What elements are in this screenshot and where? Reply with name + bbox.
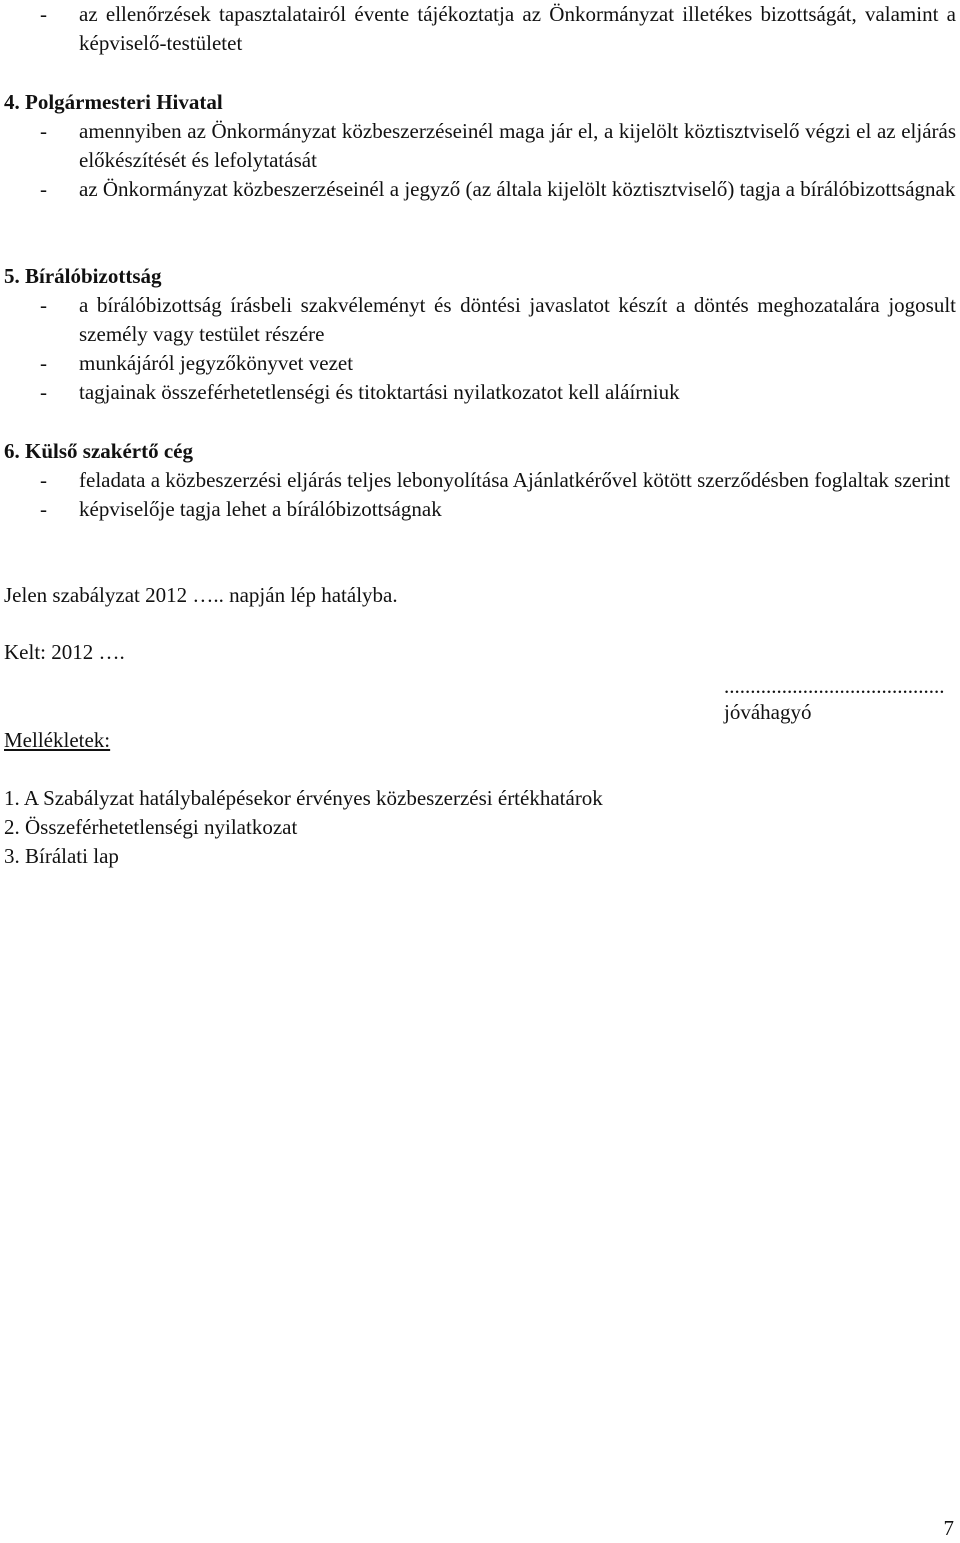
bullet-dash: - (40, 351, 47, 375)
section-6 (4, 437, 956, 524)
section-heading: 6. Külső szakértő cég (4, 439, 193, 463)
list-item (4, 349, 956, 378)
list-item (4, 175, 956, 204)
bullet-dash: - (40, 177, 47, 201)
item-text: az Önkormányzat közbeszerzéseinél a jegyző (az általa kijelölt köztisztviselő) tagja a bírálóbizottságnak (79, 177, 956, 201)
list-item (4, 378, 956, 407)
bullet-dash: - (40, 468, 47, 492)
list-item (4, 495, 956, 524)
section-3-tail (4, 0, 956, 58)
list-item (4, 0, 956, 58)
attachment-item: 2. Összeférhetetlenségi nyilatkozat (4, 815, 298, 839)
item-text: amennyiben az Önkormányzat közbeszerzéseinél maga jár el, a kijelölt köztisztviselő végzi el az eljárás előkészítését és lefolytatását (79, 119, 956, 172)
attachment-item: 3. Bírálati lap (4, 844, 119, 868)
attachments-list (4, 784, 956, 871)
section-heading: 4. Polgármesteri Hivatal (4, 90, 223, 114)
bullet-dash: - (40, 119, 47, 143)
dated-text: Kelt: 2012 …. (4, 640, 125, 664)
bullet-dash: - (40, 497, 47, 521)
attachments-title: Mellékletek: (4, 728, 111, 752)
item-text: feladata a közbeszerzési eljárás teljes lebonyolítása Ajánlatkérővel kötött szerződésben foglaltak szerint (79, 468, 951, 492)
bullet-dash: - (40, 380, 47, 404)
section-heading: 5. Bírálóbizottság (4, 264, 162, 288)
section-4 (4, 88, 956, 204)
bullet-dash: - (40, 2, 47, 26)
attachment-item: 1. A Szabályzat hatálybalépésekor érvényes közbeszerzési értékhatárok (4, 786, 603, 810)
list-item (4, 117, 956, 175)
effective-date-text: Jelen szabályzat 2012 ….. napján lép hatályba. (4, 583, 398, 607)
signature-label: jóváhagyó (724, 700, 812, 724)
page-number: 7 (943, 1516, 954, 1540)
signature-dots: .......................................... (724, 674, 945, 698)
bullet-dash: - (40, 293, 47, 317)
item-text: tagjainak összeférhetetlenségi és titoktartási nyilatkozatot kell aláírniuk (79, 380, 680, 404)
section-5 (4, 262, 956, 407)
item-text: az ellenőrzések tapasztalatairól évente tájékoztatja az Önkormányzat illetékes bizottságát, valamint a képviselő-testületet (79, 2, 956, 55)
list-item (4, 291, 956, 349)
item-text: képviselője tagja lehet a bírálóbizottságnak (79, 497, 442, 521)
list-item (4, 466, 956, 495)
item-text: munkájáról jegyzőkönyvet vezet (79, 351, 354, 375)
item-text: a bírálóbizottság írásbeli szakvéleményt és döntési javaslatot készít a döntés meghozatalára jogosult személy vagy testület részére (79, 293, 956, 346)
